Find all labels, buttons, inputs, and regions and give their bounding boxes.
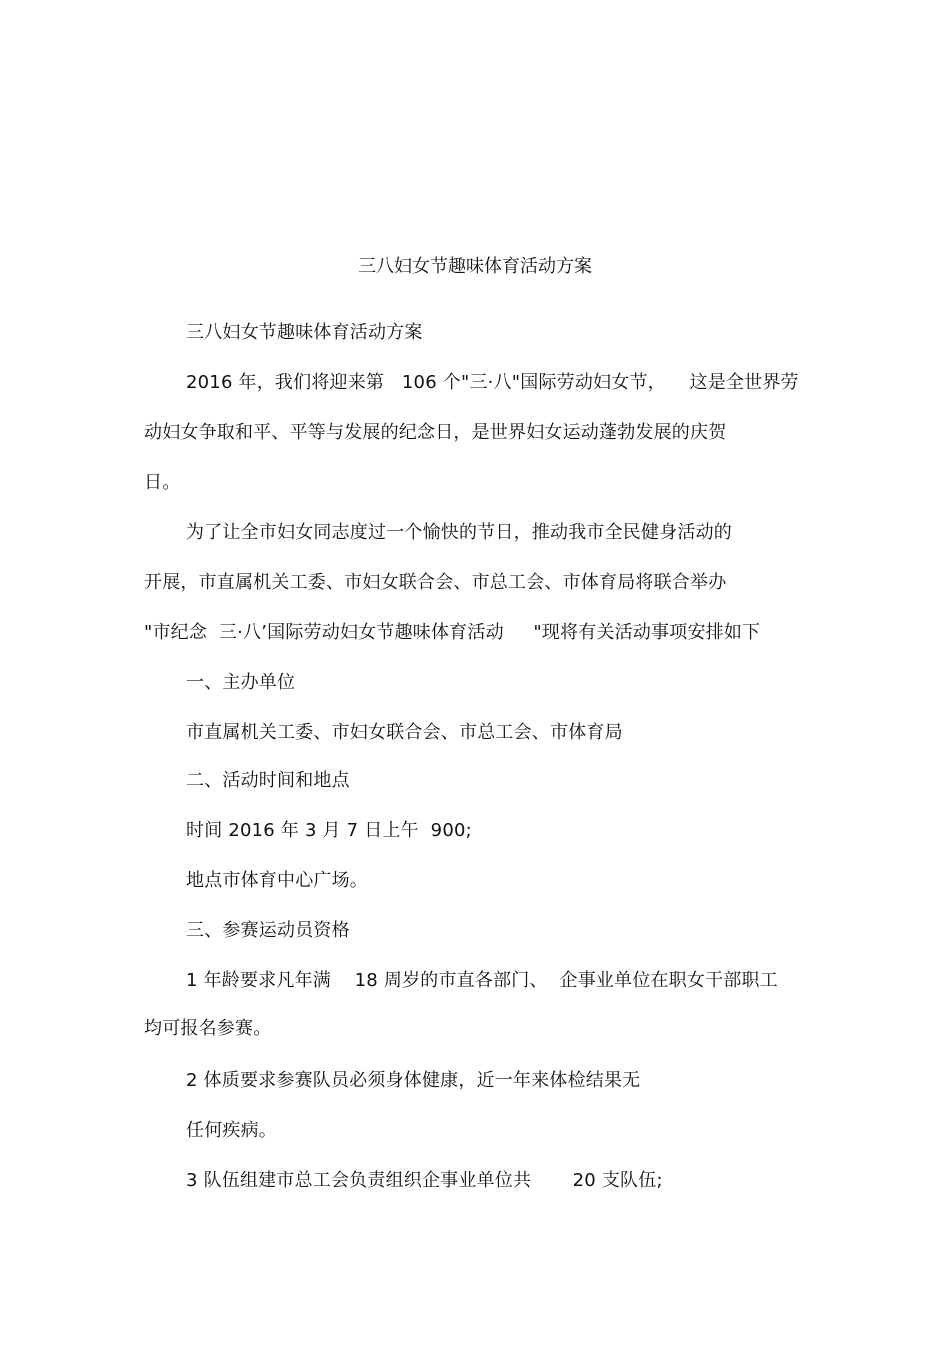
section-heading: 三、参赛运动员资格 (186, 920, 350, 941)
paragraph-line: 为了让全市妇女同志度过一个愉快的节日，推动我市全民健身活动的 (186, 522, 732, 543)
paragraph-line: 动妇女争取和平、平等与发展的纪念日，是世界妇女运动蓬勃发展的庆贺 (144, 422, 727, 443)
paragraph-line: 时间 2016 年 3 月 7 日上午 900; (186, 820, 472, 841)
paragraph-line: 3 队伍组建市总工会负责组织企事业单位共 20 支队伍; (186, 1170, 663, 1191)
paragraph-line: 市直属机关工委、市妇女联合会、市总工会、市体育局 (186, 722, 623, 743)
paragraph-line: "市纪念 三·八’国际劳动妇女节趣味体育活动 "现将有关活动事项安排如下 (144, 622, 761, 643)
paragraph-line: 地点市体育中心广场。 (186, 870, 368, 891)
section-heading: 一、主办单位 (186, 672, 296, 693)
document-title: 三八妇女节趣味体育活动方案 (358, 256, 592, 277)
section-heading: 二、活动时间和地点 (186, 770, 350, 791)
paragraph-line: 均可报名参赛。 (144, 1018, 272, 1039)
paragraph-line: 日。 (144, 472, 181, 493)
paragraph-line: 2016 年，我们将迎来第 106 个"三·八"国际劳动妇女节， 这是全世界劳 (186, 372, 799, 393)
paragraph-line: 任何疾病。 (186, 1120, 277, 1141)
paragraph-line: 2 体质要求参赛队员必须身体健康，近一年来体检结果无 (186, 1070, 641, 1091)
paragraph-heading: 三八妇女节趣味体育活动方案 (186, 322, 423, 343)
paragraph-line: 1 年龄要求凡年满 18 周岁的市直各部门、 企事业单位在职女干部职工 (186, 970, 778, 991)
paragraph-line: 开展，市直属机关工委、市妇女联合会、市总工会、市体育局将联合举办 (144, 572, 727, 593)
